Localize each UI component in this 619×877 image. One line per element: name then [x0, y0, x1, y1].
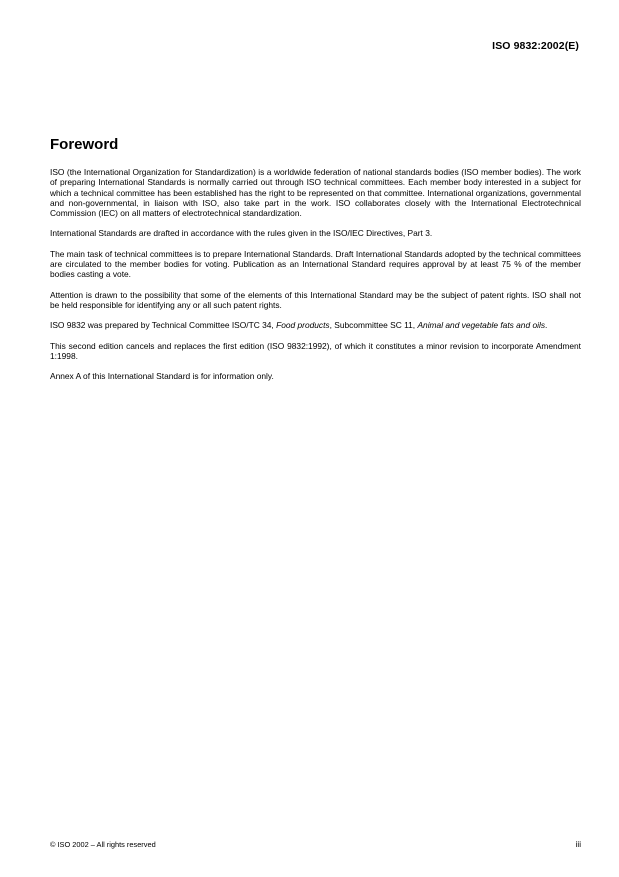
- document-id-header: ISO 9832:2002(E): [492, 40, 579, 52]
- page-title: Foreword: [50, 136, 119, 153]
- paragraph-drafting-rules: International Standards are drafted in accordance with the rules given in the ISO/IEC Directives, Part 3.: [50, 228, 433, 239]
- copyright-notice: © ISO 2002 – All rights reserved: [50, 840, 156, 849]
- paragraph-committee-task: The main task of technical committees is to prepare International Standards. Draft International Standards adopted by the technical committees are circulated to the member bodies for voting. Publication as an International Standard requires approval by at least 75 % of the member bodies casting a vote.: [50, 248, 581, 280]
- page-footer: [50, 840, 581, 849]
- paragraph-iso-overview: ISO (the International Organization for Standardization) is a worldwide federation of national standards bodies (ISO member bodies). The work of preparing International Standards is normally carried out through ISO technical committees. Each member body interested in a subject for which a technical committee has been established has the right to be represented on that committee. International organizations, governmental and non-governmental, in liaison with ISO, also take part in the work. ISO collaborates closely with the International Electrotechnical Commission (IEC) on all matters of electrotechnical standardization.: [50, 167, 581, 219]
- paragraph-prepared-by: [50, 320, 581, 330]
- paragraph-patent-notice: Attention is drawn to the possibility that some of the elements of this International Standard may be the subject of patent rights. ISO shall not be held responsible for identifying any or all such patent rights.: [50, 289, 581, 310]
- paragraph-annex-note: Annex A of this International Standard is for information only.: [50, 371, 274, 382]
- foreword-section: [50, 136, 581, 391]
- paragraph-edition-note: This second edition cancels and replaces the first edition (ISO 9832:1992), of which it constitutes a minor revision to incorporate Amendment 1:1998.: [50, 340, 581, 361]
- prepared-by-text-2: , Subcommittee SC 11,: [329, 320, 418, 331]
- subcommittee-name-italic: Animal and vegetable fats and oils: [417, 320, 546, 331]
- prepared-by-text-1: ISO 9832 was prepared by Technical Committee ISO/TC 34,: [50, 320, 277, 331]
- committee-name-italic: Food products: [276, 320, 330, 331]
- prepared-by-text-3: .: [545, 320, 548, 331]
- page-number: iii: [575, 840, 581, 849]
